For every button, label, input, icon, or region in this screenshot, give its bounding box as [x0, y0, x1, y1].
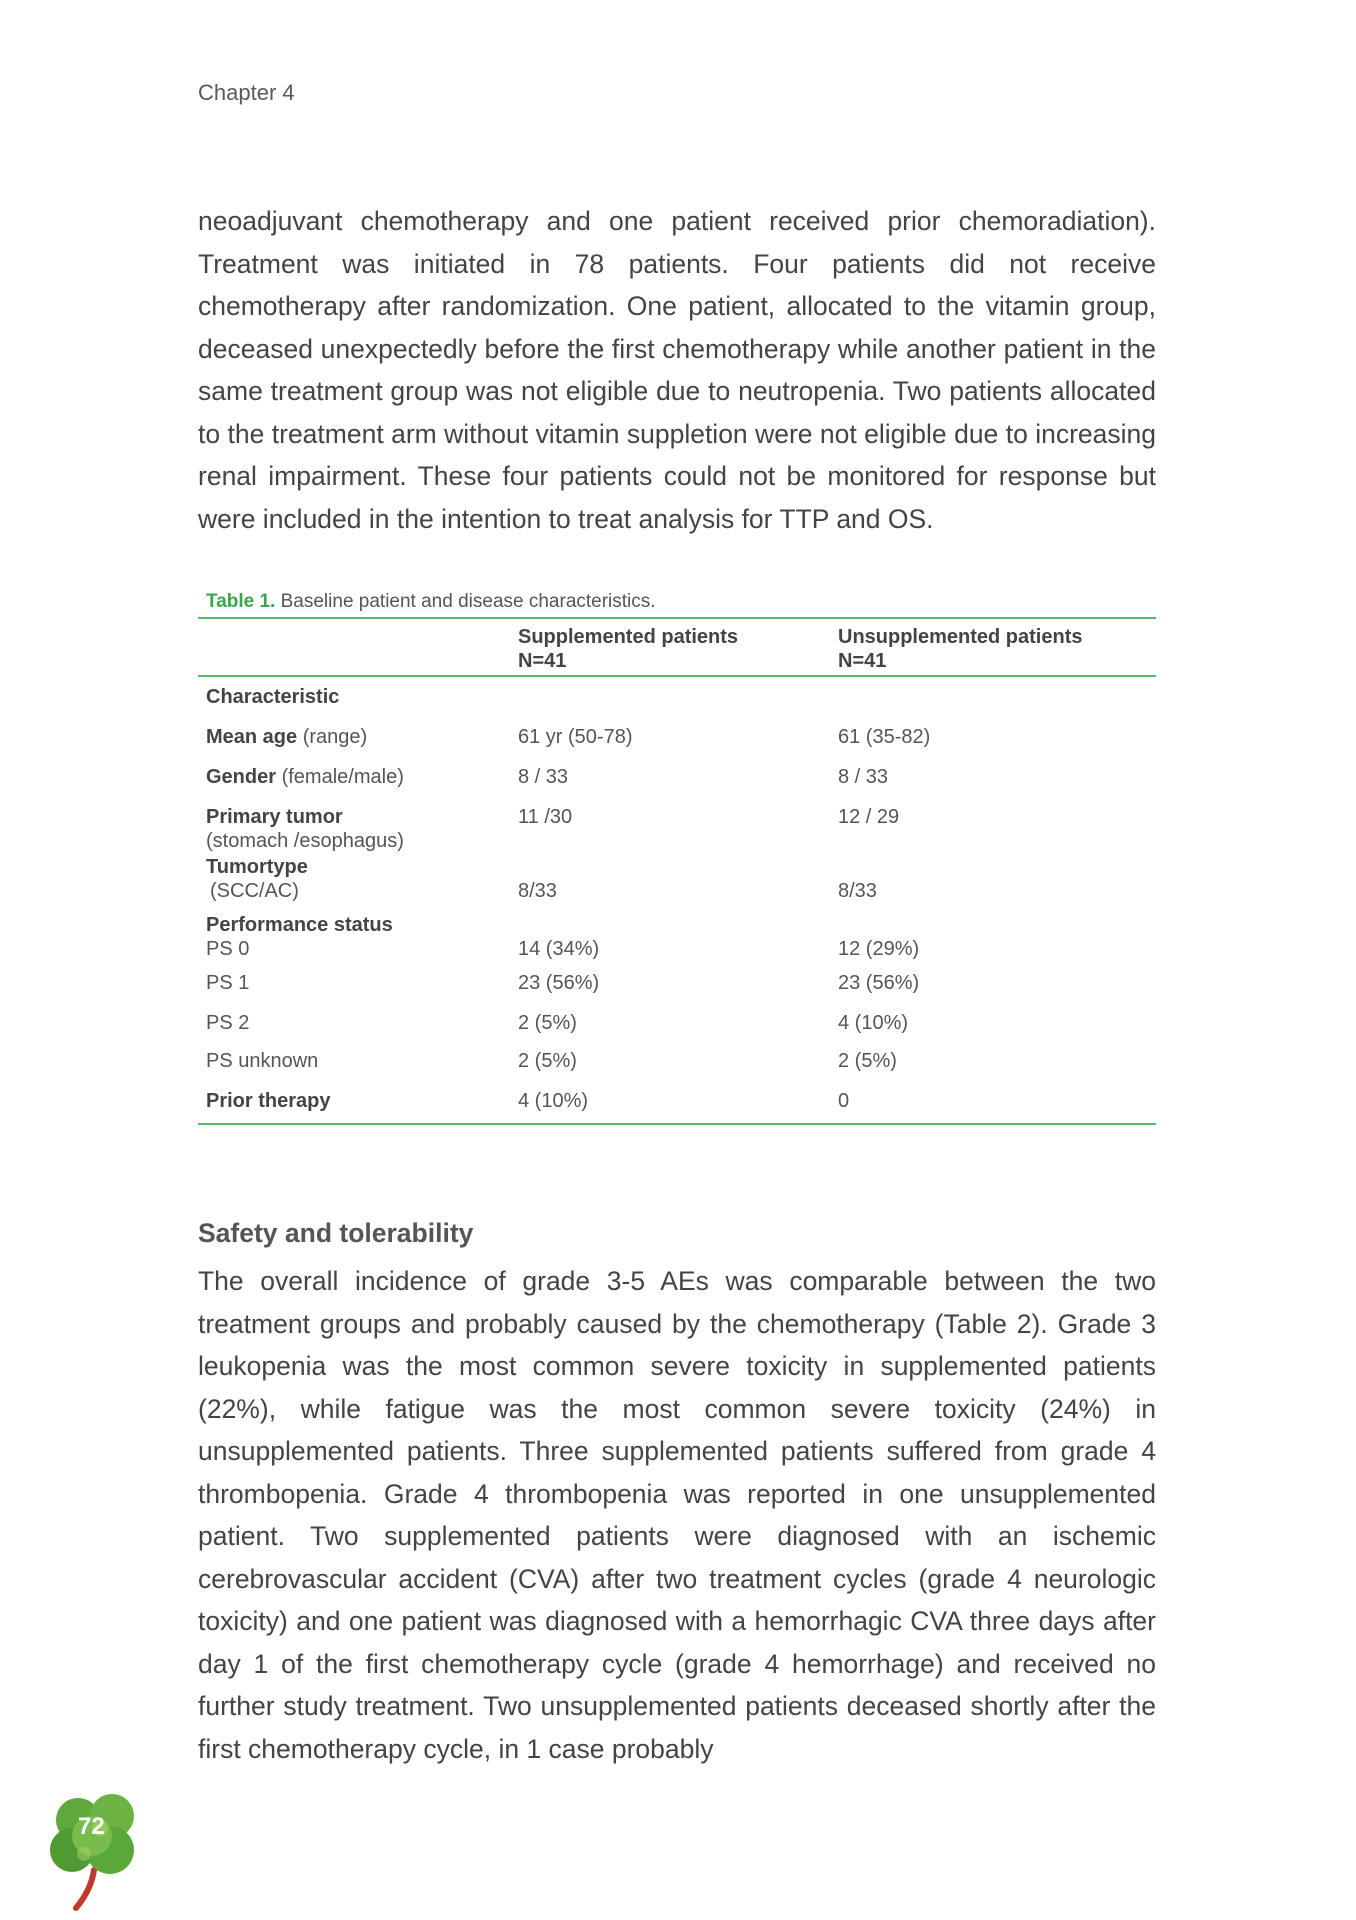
table-row: [198, 1089, 1156, 1123]
row-sublabel: (range): [302, 726, 368, 748]
row-label: Prior therapy: [206, 1090, 331, 1112]
row-label: Tumortype: [206, 856, 308, 878]
table-row: [198, 937, 1156, 971]
row-label: PS unknown: [206, 1050, 319, 1072]
row-label: Performance status: [206, 914, 393, 936]
row-label: Primary tumor: [206, 806, 343, 828]
cell-supplemented: 4 (10%): [518, 1090, 589, 1112]
body-paragraph-1: neoadjuvant chemotherapy and one patient received prior chemoradiation). Treatment was initiated in 78 patients. Four patients did not receive chemotherapy after randomization. One patient, allocated to the vitamin group, deceased unexpectedly before the first chemotherapy while another patient in the same treatment group was not eligible due to neutropenia. Two patients allocated to the treatment arm without vitamin suppletion were not eligible due to increasing renal impairment. These four patients could not be monitored for response but were included in the intention to treat analysis for TTP and OS.: [198, 206, 1156, 534]
table-row: [198, 757, 1156, 797]
cell-unsupplemented: 8/33: [838, 880, 877, 902]
cell-unsupplemented: 61 (35-82): [838, 726, 931, 748]
baseline-table: [198, 617, 1156, 1125]
col3-n: N=41: [838, 650, 887, 672]
table-header-unsupplemented: [838, 625, 1156, 673]
table-row: [198, 717, 1156, 757]
cell-supplemented: 8 / 33: [518, 766, 569, 788]
row-label: PS 1: [206, 972, 250, 994]
table-row: [198, 677, 1156, 717]
table-header-supplemented: [518, 625, 838, 673]
table-caption: [206, 591, 656, 613]
section-heading: Safety and tolerability: [198, 1218, 474, 1248]
col3-title: Unsupplemented patients: [838, 626, 1083, 648]
page-number: 72: [78, 1813, 105, 1840]
cell-unsupplemented: 12 (29%): [838, 938, 920, 960]
table-row: [198, 1011, 1156, 1049]
row-label: PS 2: [206, 1012, 250, 1034]
cell-unsupplemented: 4 (10%): [838, 1012, 909, 1034]
cell-supplemented: 2 (5%): [518, 1012, 577, 1034]
body-paragraph-2: The overall incidence of grade 3-5 AEs was comparable between the two treatment groups and probably caused by the chemotherapy (Table 2). Grade 3 leukopenia was the most common severe toxicity in supplemented patients (22%), while fatigue was the most common severe toxicity (24%) in unsupplemented patients. Three supplemented patients suffered from grade 4 thrombopenia. Grade 4 thrombopenia was reported in one unsupplemented patient. Two supplemented patients were diagnosed with an ischemic cerebrovascular accident (CVA) after two treatment cycles (grade 4 neurologic toxicity) and one patient was diagnosed with a hemorrhagic CVA three days after day 1 of the first chemotherapy cycle (grade 4 hemorrhage) and received no further study treatment. Two unsupplemented patients deceased shortly after the first chemotherapy cycle, in 1 case probably: [198, 1266, 1156, 1764]
clover-icon: [48, 1792, 148, 1912]
row-sublabel: (stomach /esophagus): [206, 830, 404, 852]
table-header-empty: [198, 625, 518, 673]
running-head: Chapter 4: [198, 80, 295, 105]
cell-unsupplemented: 23 (56%): [838, 972, 920, 994]
table-row: [198, 1049, 1156, 1089]
table-row: [198, 797, 1156, 855]
table-row: [198, 913, 1156, 937]
cell-supplemented: 2 (5%): [518, 1050, 577, 1072]
cell-supplemented: 11 /30: [518, 806, 573, 828]
row-label: PS 0: [206, 938, 250, 960]
cell-supplemented: 8/33: [518, 880, 557, 902]
cell-unsupplemented: 8 / 33: [838, 766, 889, 788]
table-row: [198, 971, 1156, 1011]
cell-unsupplemented: 12 / 29: [838, 806, 900, 828]
row-label: Characteristic: [206, 686, 340, 708]
cell-supplemented: 14 (34%): [518, 938, 600, 960]
cell-unsupplemented: 2 (5%): [838, 1050, 897, 1072]
cell-supplemented: 23 (56%): [518, 972, 600, 994]
row-sublabel: (SCC/AC): [210, 880, 299, 902]
table-row: [198, 855, 1156, 913]
row-sublabel: (female/male): [281, 766, 404, 788]
row-label: Gender: [206, 766, 277, 788]
table-caption-text: Baseline patient and disease characteristics.: [280, 591, 656, 612]
table-caption-label: Table 1.: [206, 591, 276, 612]
row-label: Mean age: [206, 726, 298, 748]
cell-supplemented: 61 yr (50-78): [518, 726, 633, 748]
col2-title: Supplemented patients: [518, 626, 739, 648]
col2-n: N=41: [518, 650, 567, 672]
table-header-row: [198, 619, 1156, 677]
cell-unsupplemented: 0: [838, 1090, 850, 1112]
